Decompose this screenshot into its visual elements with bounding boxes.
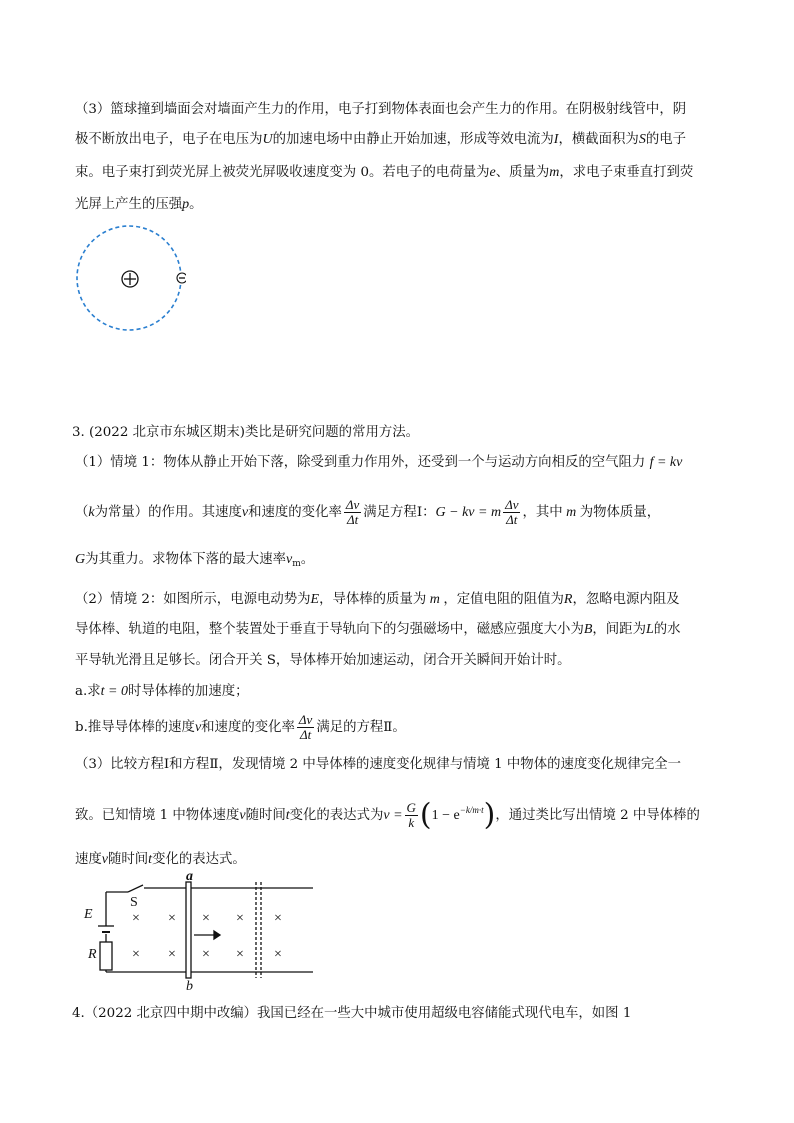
label-a: a (186, 870, 193, 884)
q4-header: 4.（2022 北京四中期中改编）我国已经在一些大中城市使用超级电容储能式现代电车，如图 1 (72, 1006, 632, 1021)
field-cross: × (202, 947, 210, 962)
field-cross: × (236, 947, 244, 962)
field-cross: × (168, 947, 176, 962)
field-cross: × (274, 947, 282, 962)
q3-s3-line3: 速度v随时间t变化的表达式。 (75, 852, 246, 867)
switch-blade (128, 885, 143, 892)
label-R: R (88, 947, 97, 962)
label-S: S (130, 895, 138, 910)
q3-s2-line1: （2）情境 2：如图所示，电源电动势为E，导体棒的质量为 m ，定值电阻的阻值为R，忽略电源内阻及 (75, 592, 680, 607)
label-E: E (84, 907, 93, 922)
q3-s2-a: a.求t = 0时导体棒的加速度； (75, 684, 249, 699)
field-cross: × (132, 911, 140, 926)
q3-s3-line1: （3）比较方程Ⅰ和方程Ⅱ，发现情境 2 中导体棒的速度变化规律与情境 1 中物体的速度变化规律完全一 (75, 757, 681, 772)
fraction-dv-dt-eq: $\frac{\Delta v}{\Delta t}$ (505, 497, 519, 527)
field-cross: × (202, 911, 210, 926)
q3-s1-line2: （k为常量）的作用。其速度v和速度的变化率 $\frac{\Delta v}{\Delta t}$ 满足方程Ⅰ：G − kv = m $\frac{\Delta v}{\Delta t}$ ，其中 m 为物体质量， (75, 497, 661, 527)
q2-part3-line1: （3）篮球撞到墙面会对墙面产生力的作用，电子打到物体表面也会产生力的作用。在阴极射线管中，阴 (75, 102, 687, 117)
field-cross: × (168, 911, 176, 926)
field-cross: × (274, 911, 282, 926)
conductor-rod (186, 882, 191, 978)
nucleus-plus-icon (122, 271, 138, 287)
field-cross: × (236, 911, 244, 926)
q2-part3-line3: 束。电子束打到荧光屏上被荧光屏吸收速度变为 0。若电子的电荷量为e、质量为m，求电子束垂直打到荧 (75, 165, 694, 180)
q3-s1-line3: G为其重力。求物体下落的最大速率$v_m$。 (75, 552, 315, 569)
rail-circuit-figure (78, 870, 328, 992)
q3-s2-b: b.推导导体棒的速度v和速度的变化率 $\frac{\Delta v}{\Delta t}$ 满足的方程Ⅱ。 (75, 712, 406, 742)
electron-orbit-figure (74, 223, 186, 335)
fraction-G-k: $\frac{G}{k}$ (406, 800, 416, 830)
q2-part3-line4: 光屏上产生的压强p。 (75, 197, 203, 212)
resistor (100, 942, 112, 970)
exponent: −k/m·t (459, 805, 484, 815)
fraction-dv-dt: $\frac{\Delta v}{\Delta t}$ (345, 497, 360, 527)
q3-s2-line2: 导体棒、轨道的电阻，整个装置处于垂直于导轨向下的匀强磁场中，磁感应强度大小为B，间距为L的水 (75, 622, 681, 637)
q3-header: 3. (2022 北京市东城区期末)类比是研究问题的常用方法。 (72, 425, 420, 440)
q3-s3-line2: 致。已知情境 1 中物体速度v随时间t变化的表达式为v = $\frac{G}{k}$ $(1 - e^{-k/m\cdot t})$，通过类比写出情境 2 中导体棒的 (75, 797, 700, 833)
field-cross: × (132, 947, 140, 962)
electron-minus-icon (177, 273, 186, 283)
q3-s2-line3: 平导轨光滑且足够长。闭合开关 S，导体棒开始加速运动，闭合开关瞬间开始计时。 (75, 653, 571, 668)
q3-s1-line1: （1）情境 1：物体从静止开始下落，除受到重力作用外，还受到一个与运动方向相反的空气阻力 f = kv (75, 455, 683, 470)
fraction-dv-dt-b: $\frac{\Delta v}{\Delta t}$ (298, 712, 313, 742)
label-b: b (186, 979, 193, 992)
q2-part3-line2: 极不断放出电子，电子在电压为U的加速电场中由静止开始加速，形成等效电流为I，横截面积为S的电子 (75, 132, 686, 147)
